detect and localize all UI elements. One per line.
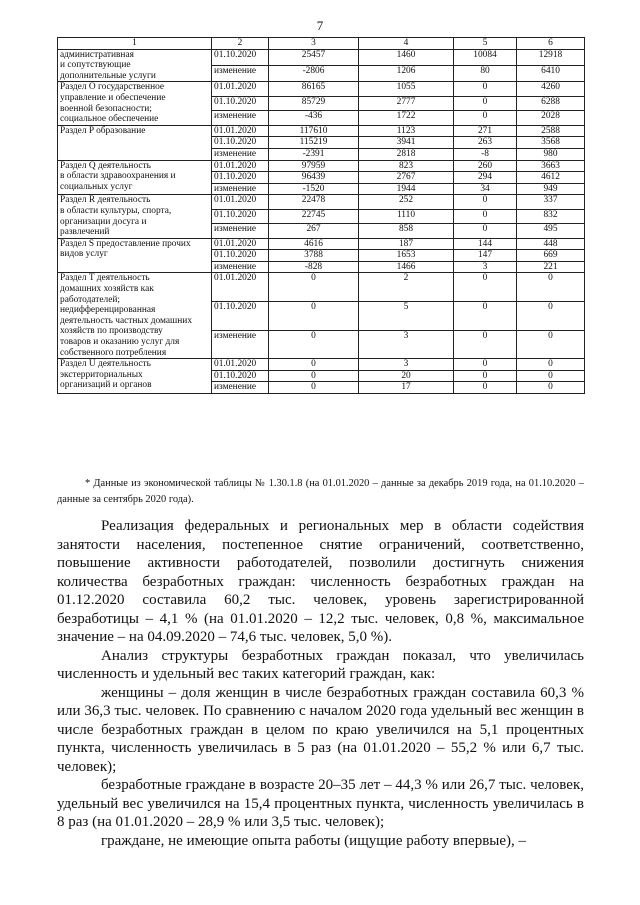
value-cell: 1722 (359, 111, 454, 125)
value-cell: 0 (454, 330, 517, 359)
value-cell: 0 (517, 273, 585, 302)
value-cell: 22478 (269, 195, 359, 209)
value-cell: -828 (269, 261, 359, 273)
section-name-cell: Раздел U деятельность экстерриториальных организаций и органов (58, 359, 212, 394)
value-cell: 4616 (269, 238, 359, 250)
value-cell: 0 (517, 370, 585, 382)
value-cell: -8 (454, 148, 517, 160)
value-cell: 980 (517, 148, 585, 160)
value-cell: 12918 (517, 49, 585, 65)
value-cell: 3788 (269, 250, 359, 262)
value-cell: 0 (517, 382, 585, 394)
value-cell: 10084 (454, 49, 517, 65)
table-row (58, 82, 585, 96)
table-header-row (58, 38, 585, 50)
value-cell: 252 (359, 195, 454, 209)
column-header: 5 (454, 38, 517, 50)
value-cell: 0 (454, 370, 517, 382)
date-cell: изменение (212, 111, 269, 125)
date-cell: изменение (212, 65, 269, 81)
value-cell: 0 (269, 302, 359, 331)
value-cell: 0 (454, 195, 517, 209)
table-row (58, 160, 585, 172)
section-name-cell: Раздел T деятельность домашних хозяйств как работодателей; недифференцированная деятельность частных домашних хозяйств по производству товаров и оказанию услуг для собственного потребления (58, 273, 212, 359)
value-cell: 3568 (517, 137, 585, 149)
value-cell: 858 (359, 224, 454, 238)
value-cell: 1653 (359, 250, 454, 262)
column-header: 4 (359, 38, 454, 50)
table-row (58, 125, 585, 137)
date-cell: 01.10.2020 (212, 172, 269, 184)
value-cell: -2391 (269, 148, 359, 160)
value-cell: 0 (517, 302, 585, 331)
value-cell: 294 (454, 172, 517, 184)
value-cell: -2806 (269, 65, 359, 81)
value-cell: 1206 (359, 65, 454, 81)
value-cell: 271 (454, 125, 517, 137)
value-cell: 0 (454, 96, 517, 110)
table-row (58, 359, 585, 371)
value-cell: 1110 (359, 209, 454, 223)
value-cell: 2588 (517, 125, 585, 137)
value-cell: 22745 (269, 209, 359, 223)
value-cell: 2777 (359, 96, 454, 110)
date-cell: 01.10.2020 (212, 137, 269, 149)
date-cell: изменение (212, 224, 269, 238)
value-cell: 267 (269, 224, 359, 238)
value-cell: 144 (454, 238, 517, 250)
table-row (58, 195, 585, 209)
value-cell: 117610 (269, 125, 359, 137)
value-cell: 0 (454, 111, 517, 125)
value-cell: 1466 (359, 261, 454, 273)
value-cell: -1520 (269, 183, 359, 195)
date-cell: 01.01.2020 (212, 125, 269, 137)
section-name-cell: Раздел R деятельность в области культуры, спорта, организации досуга и развлечений (58, 195, 212, 238)
value-cell: 25457 (269, 49, 359, 65)
date-cell: 01.01.2020 (212, 195, 269, 209)
value-cell: 1460 (359, 49, 454, 65)
value-cell: 0 (454, 82, 517, 96)
value-cell: 260 (454, 160, 517, 172)
column-header: 1 (58, 38, 212, 50)
value-cell: 0 (269, 330, 359, 359)
value-cell: 20 (359, 370, 454, 382)
body-text (57, 517, 584, 850)
value-cell: 6288 (517, 96, 585, 110)
table-row (58, 49, 585, 65)
value-cell: 669 (517, 250, 585, 262)
value-cell: 2028 (517, 111, 585, 125)
value-cell: 85729 (269, 96, 359, 110)
paragraph: женщины – доля женщин в числе безработных граждан составила 60,3 % или 36,3 тыс. человек. По сравнению с началом 2020 года удельный вес женщин в числе безработных граждан в целом по краю увеличился на 5,1 процентных пункта, численность увеличилась в 5 раз (на 01.01.2020 – 55,2 % или 6,7 тыс. человек); (57, 684, 584, 775)
value-cell: 96439 (269, 172, 359, 184)
value-cell: 337 (517, 195, 585, 209)
value-cell: 823 (359, 160, 454, 172)
value-cell: 6410 (517, 65, 585, 81)
value-cell: 1055 (359, 82, 454, 96)
date-cell: 01.10.2020 (212, 49, 269, 65)
date-cell: изменение (212, 382, 269, 394)
value-cell: 86165 (269, 82, 359, 96)
value-cell: 832 (517, 209, 585, 223)
value-cell: 0 (269, 273, 359, 302)
date-cell: 01.10.2020 (212, 96, 269, 110)
value-cell: 0 (269, 359, 359, 371)
date-cell: 01.01.2020 (212, 273, 269, 302)
value-cell: 0 (454, 273, 517, 302)
table-row (58, 273, 585, 302)
value-cell: 17 (359, 382, 454, 394)
column-header: 3 (269, 38, 359, 50)
value-cell: 3663 (517, 160, 585, 172)
section-name-cell: Раздел P образование (58, 125, 212, 160)
paragraph: Реализация федеральных и региональных мер в области содействия занятости населения, постепенное снятие ограничений, соответственно, повышение активности работодателей, позволили достигнуть снижения количества безработных граждан: численность безработных граждан на 01.12.2020 составила 60,2 тыс. человек, уровень зарегистрированной безработицы – 4,1 % (на 01.01.2020 – 12,2 тыс. человек, 0,8 %, максимальное значение – на 04.09.2020 – 74,6 тыс. человек, 5,0 %). (57, 518, 584, 645)
date-cell: изменение (212, 148, 269, 160)
value-cell: 2767 (359, 172, 454, 184)
value-cell: 1944 (359, 183, 454, 195)
date-cell: изменение (212, 261, 269, 273)
date-cell: 01.01.2020 (212, 359, 269, 371)
value-cell: 80 (454, 65, 517, 81)
value-cell: 0 (454, 224, 517, 238)
value-cell: 495 (517, 224, 585, 238)
value-cell: 3 (454, 261, 517, 273)
table-row (58, 238, 585, 250)
date-cell: 01.10.2020 (212, 250, 269, 262)
date-cell: изменение (212, 183, 269, 195)
paragraph: граждане, не имеющие опыта работы (ищущие работу впервые), – (101, 832, 527, 849)
section-name-cell: административная и сопутствующие дополнительные услуги (58, 49, 212, 82)
value-cell: 97959 (269, 160, 359, 172)
value-cell: 3 (359, 330, 454, 359)
value-cell: -436 (269, 111, 359, 125)
date-cell: 01.10.2020 (212, 209, 269, 223)
date-cell: изменение (212, 330, 269, 359)
paragraph: безработные граждане в возрасте 20–35 лет – 44,3 % или 26,7 тыс. человек, удельный вес увеличился на 15,4 процентных пункта, численность увеличилась в 8 раз (на 01.01.2020 – 28,9 % или 3,5 тыс. человек); (57, 777, 584, 830)
value-cell: 147 (454, 250, 517, 262)
value-cell: 0 (454, 359, 517, 371)
paragraph: Анализ структуры безработных граждан показал, что увеличилась численность и удельный вес таких категорий граждан, как: (57, 647, 584, 682)
value-cell: 187 (359, 238, 454, 250)
value-cell: 34 (454, 183, 517, 195)
value-cell: 5 (359, 302, 454, 331)
date-cell: 01.10.2020 (212, 302, 269, 331)
value-cell: 0 (269, 382, 359, 394)
section-name-cell: Раздел Q деятельность в области здравоохранения и социальных услуг (58, 160, 212, 195)
date-cell: 01.01.2020 (212, 160, 269, 172)
value-cell: 0 (454, 382, 517, 394)
value-cell: 448 (517, 238, 585, 250)
column-header: 6 (517, 38, 585, 50)
section-name-cell: Раздел S предоставление прочих видов услуг (58, 238, 212, 273)
value-cell: 1123 (359, 125, 454, 137)
value-cell: 115219 (269, 137, 359, 149)
value-cell: 221 (517, 261, 585, 273)
value-cell: 3 (359, 359, 454, 371)
value-cell: 2818 (359, 148, 454, 160)
date-cell: 01.01.2020 (212, 82, 269, 96)
value-cell: 2 (359, 273, 454, 302)
column-header: 2 (212, 38, 269, 50)
value-cell: 0 (517, 330, 585, 359)
date-cell: 01.10.2020 (212, 370, 269, 382)
value-cell: 3941 (359, 137, 454, 149)
page-number: 7 (316, 18, 324, 33)
value-cell: 0 (269, 370, 359, 382)
value-cell: 4260 (517, 82, 585, 96)
value-cell: 0 (454, 302, 517, 331)
statistics-table (57, 37, 585, 394)
value-cell: 949 (517, 183, 585, 195)
value-cell: 263 (454, 137, 517, 149)
value-cell: 0 (454, 209, 517, 223)
date-cell: 01.01.2020 (212, 238, 269, 250)
section-name-cell: Раздел O государственное управление и обеспечение военной безопасности; социальное обеспечение (58, 82, 212, 125)
value-cell: 4612 (517, 172, 585, 184)
value-cell: 0 (517, 359, 585, 371)
table-footnote: * Данные из экономической таблицы № 1.30.1.8 (на 01.01.2020 – данные за декабрь 2019 года, на 01.10.2020 – данные за сентябрь 2020 года). (57, 478, 584, 505)
